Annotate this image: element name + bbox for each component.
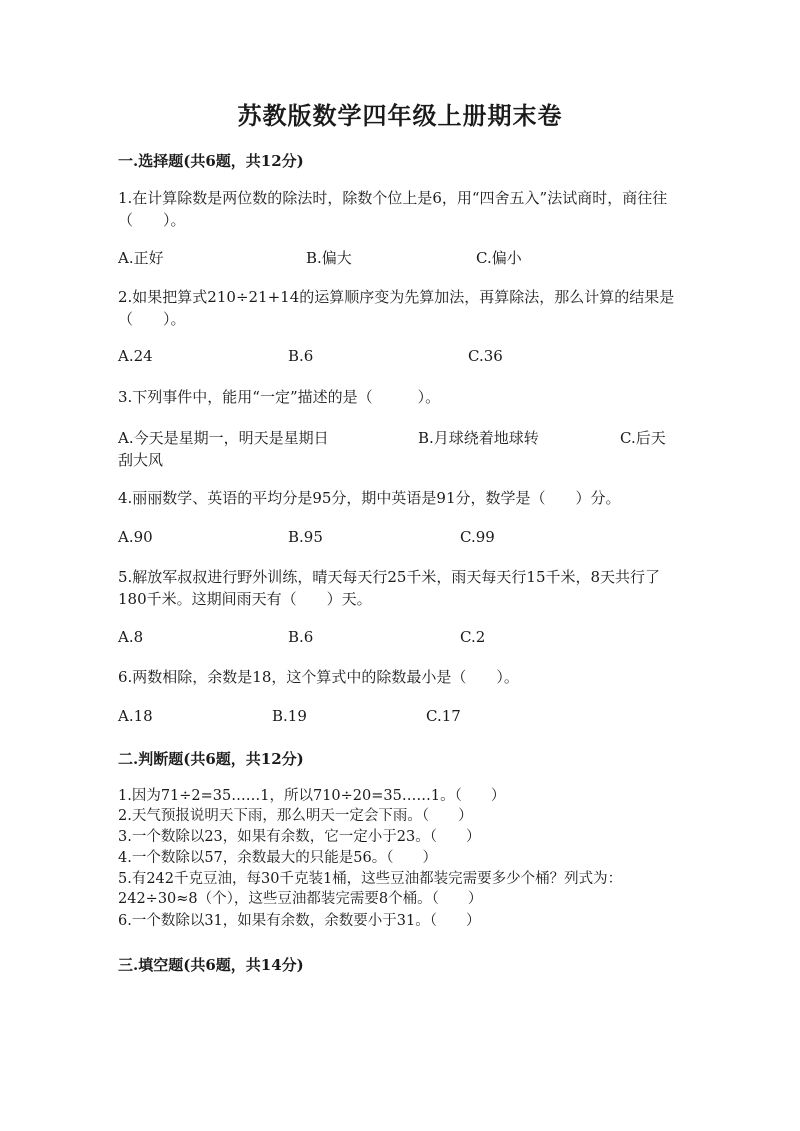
choice-question-3: 3.下列事件中，能用“一定”描述的是（ ）。: [118, 388, 441, 406]
judgement-question-5: 5.有242千克豆油，每30千克装1桶，这些豆油都装完需要多少个桶？列式为：242÷30≈8（个），这些豆油都装完需要8个桶。（ ）: [118, 871, 623, 907]
judgement-question-2: 2.天气预报说明天下雨，那么明天一定会下雨。（ ）: [118, 808, 473, 824]
choice-options-1: [118, 247, 680, 269]
option-c: C.17: [426, 707, 461, 725]
judgement-question-3: 3.一个数除以23，如果有余数，它一定小于23。（ ）: [118, 829, 481, 845]
option-b: B.95: [288, 528, 323, 546]
option-c-part2: 刮大风: [118, 451, 164, 469]
choice-question-2: 2.如果把算式210÷21+14的运算顺序变为先算加法，再算除法，那么计算的结果是（ ）。: [118, 288, 675, 328]
option-c-part1: C.后天: [620, 429, 666, 447]
option-a: A.8: [118, 628, 144, 646]
option-c: C.偏小: [476, 249, 522, 267]
choice-options-2: [118, 347, 680, 369]
option-b: B.6: [288, 347, 314, 365]
choice-options-3: [118, 427, 680, 471]
judgement-question-6: 6.一个数除以31，如果有余数，余数要小于31。（ ）: [118, 913, 481, 929]
section-heading-judgement: 二.判断题(共6题，共12分): [118, 750, 304, 768]
option-b: B.6: [288, 628, 314, 646]
page-title: 苏教版数学四年级上册期末卷: [237, 101, 563, 130]
option-a: A.正好: [118, 249, 164, 267]
judgement-question-4: 4.一个数除以57，余数最大的只能是56。（ ）: [118, 850, 437, 866]
option-c: C.2: [460, 628, 486, 646]
option-b: B.偏大: [306, 249, 352, 267]
option-a: A.24: [118, 347, 153, 365]
option-a: A.今天是星期一，明天是星期日: [118, 429, 329, 447]
choice-question-6: 6.两数相除，余数是18，这个算式中的除数最小是（ ）。: [118, 668, 519, 686]
option-c: C.36: [468, 347, 503, 365]
judgement-question-1: 1.因为71÷2=35……1，所以710÷20=35……1。（ ）: [118, 788, 506, 804]
option-c: C.99: [460, 528, 495, 546]
section-heading-choice: 一.选择题(共6题，共12分): [118, 152, 304, 170]
option-a: A.18: [118, 707, 153, 725]
choice-question-4: 4.丽丽数学、英语的平均分是95分，期中英语是91分，数学是（ ）分。: [118, 489, 621, 507]
choice-options-5: [118, 628, 680, 650]
option-a: A.90: [118, 528, 153, 546]
choice-options-4: [118, 528, 680, 550]
choice-question-1: 1.在计算除数是两位数的除法时，除数个位上是6，用“四舍五入”法试商时，商往往（ ）。: [118, 189, 668, 229]
option-b: B.月球绕着地球转: [418, 429, 539, 447]
choice-options-6: [118, 707, 680, 729]
section-heading-fill: 三.填空题(共6题，共14分): [118, 956, 304, 974]
choice-question-5: 5.解放军叔叔进行野外训练，晴天每天行25千米，雨天每天行15千米，8天共行了180千米。这期间雨天有（ ）天。: [118, 568, 661, 608]
option-b: B.19: [272, 707, 307, 725]
